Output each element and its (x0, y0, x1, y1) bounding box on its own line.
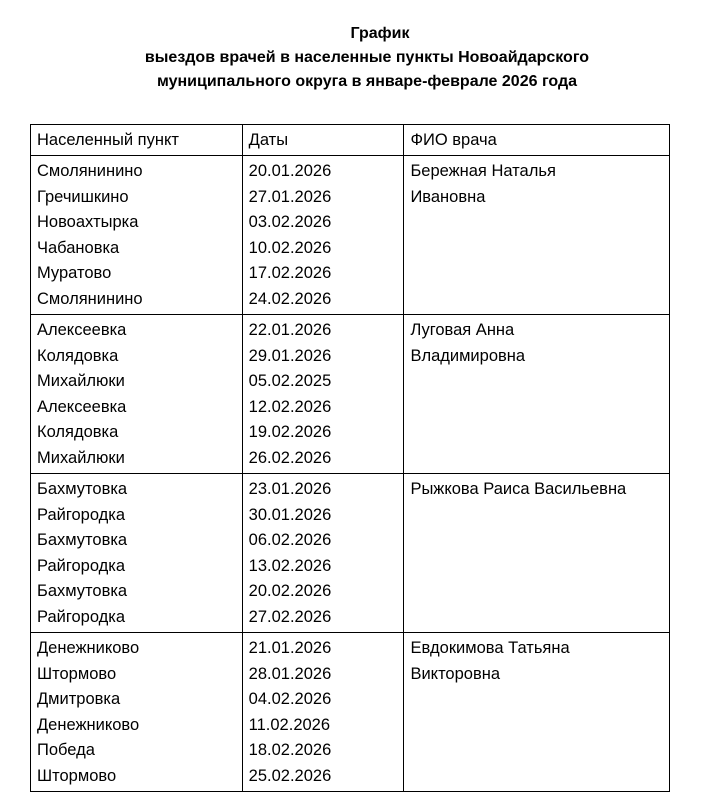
doctor-cell (404, 633, 670, 792)
settlement-name: Муратово (37, 264, 112, 282)
dates-cell (242, 315, 404, 474)
title-line-2: выездов врачей в населенные пункты Новоайдарского (144, 49, 590, 66)
settlement-name: Штормово (37, 664, 117, 683)
settlement-name: Райгородка (37, 607, 126, 626)
doctor-name: Луговая Анна (410, 321, 515, 339)
dates-cell (242, 474, 404, 633)
settlement-name: Гречишкино (37, 187, 129, 206)
title-line-1: График (350, 25, 410, 42)
dates-cell (242, 633, 404, 792)
table-row (31, 633, 670, 792)
dates-cell (242, 156, 404, 315)
settlement-name: Алексеевка (37, 397, 127, 416)
visit-date: 25.02.2026 (248, 766, 332, 785)
visit-date: 20.01.2026 (248, 162, 332, 180)
doctor-name: Евдокимова Татьяна (410, 639, 570, 657)
doctor-name: Ивановна (410, 187, 486, 206)
settlements-cell (31, 156, 243, 315)
column-header-doctor: ФИО врача (404, 125, 670, 156)
settlement-name: Колядовка (37, 423, 119, 441)
visit-date: 21.01.2026 (248, 639, 332, 657)
settlement-name: Колядовка (37, 346, 119, 365)
visit-date: 19.02.2026 (248, 423, 332, 441)
visit-date: 06.02.2026 (248, 531, 332, 549)
settlement-name: Райгородка (37, 505, 126, 524)
settlement-name: Дмитровка (37, 690, 121, 708)
table-row (31, 156, 670, 315)
doctor-name: Владимировна (410, 346, 526, 365)
visit-date: 10.02.2026 (248, 238, 332, 257)
visit-date: 23.01.2026 (248, 480, 332, 498)
settlement-name: Штормово (37, 766, 117, 785)
settlements-cell (31, 633, 243, 792)
visit-date: 04.02.2026 (248, 690, 332, 708)
settlement-name: Бахмутовка (37, 480, 128, 498)
title-line-3: муниципального округа в январе-феврале 2026 года (156, 73, 578, 90)
settlement-name: Чабановка (37, 238, 120, 257)
doctor-name: Викторовна (410, 664, 501, 683)
doctor-name: Бережная Наталья (410, 162, 556, 180)
visit-date: 13.02.2026 (248, 556, 332, 575)
visit-date: 26.02.2026 (248, 448, 332, 467)
doctor-cell (404, 474, 670, 633)
visit-date: 24.02.2026 (248, 289, 332, 308)
settlements-cell (31, 474, 243, 633)
document-title (0, 22, 704, 94)
visit-date: 22.01.2026 (248, 321, 332, 339)
visit-date: 27.01.2026 (248, 187, 332, 206)
settlement-name: Алексеевка (37, 321, 127, 339)
settlement-name: Михайлюки (37, 448, 125, 467)
visit-date: 27.02.2026 (248, 607, 332, 626)
settlement-name: Бахмутовка (37, 531, 128, 549)
table-row (31, 315, 670, 474)
table-header-row (31, 125, 670, 156)
settlement-name: Михайлюки (37, 372, 125, 390)
visit-date: 20.02.2026 (248, 582, 332, 600)
visit-date: 18.02.2026 (248, 741, 332, 759)
settlement-name: Новоахтырка (37, 213, 139, 231)
doctor-cell (404, 156, 670, 315)
schedule-body (31, 156, 670, 792)
visit-date: 11.02.2026 (248, 715, 331, 734)
visit-date: 30.01.2026 (248, 505, 332, 524)
visit-date: 17.02.2026 (248, 264, 332, 282)
settlement-name: Денежниково (37, 639, 140, 657)
visit-date: 28.01.2026 (248, 664, 332, 683)
doctor-cell (404, 315, 670, 474)
settlement-name: Райгородка (37, 556, 126, 575)
visit-date: 05.02.2025 (248, 372, 332, 390)
table-row (31, 474, 670, 633)
schedule-table (30, 124, 670, 792)
settlement-name: Бахмутовка (37, 582, 128, 600)
settlement-name: Денежниково (37, 715, 140, 734)
visit-date: 12.02.2026 (248, 397, 332, 416)
visit-date: 29.01.2026 (248, 346, 332, 365)
settlements-cell (31, 315, 243, 474)
column-header-settlement: Населенный пункт (31, 125, 243, 156)
column-header-dates: Даты (242, 125, 404, 156)
settlement-name: Смолянинино (37, 289, 143, 308)
settlement-name: Победа (37, 741, 95, 759)
settlement-name: Смолянинино (37, 162, 143, 180)
visit-date: 03.02.2026 (248, 213, 332, 231)
doctor-name: Рыжкова Раиса Васильевна (410, 480, 627, 498)
